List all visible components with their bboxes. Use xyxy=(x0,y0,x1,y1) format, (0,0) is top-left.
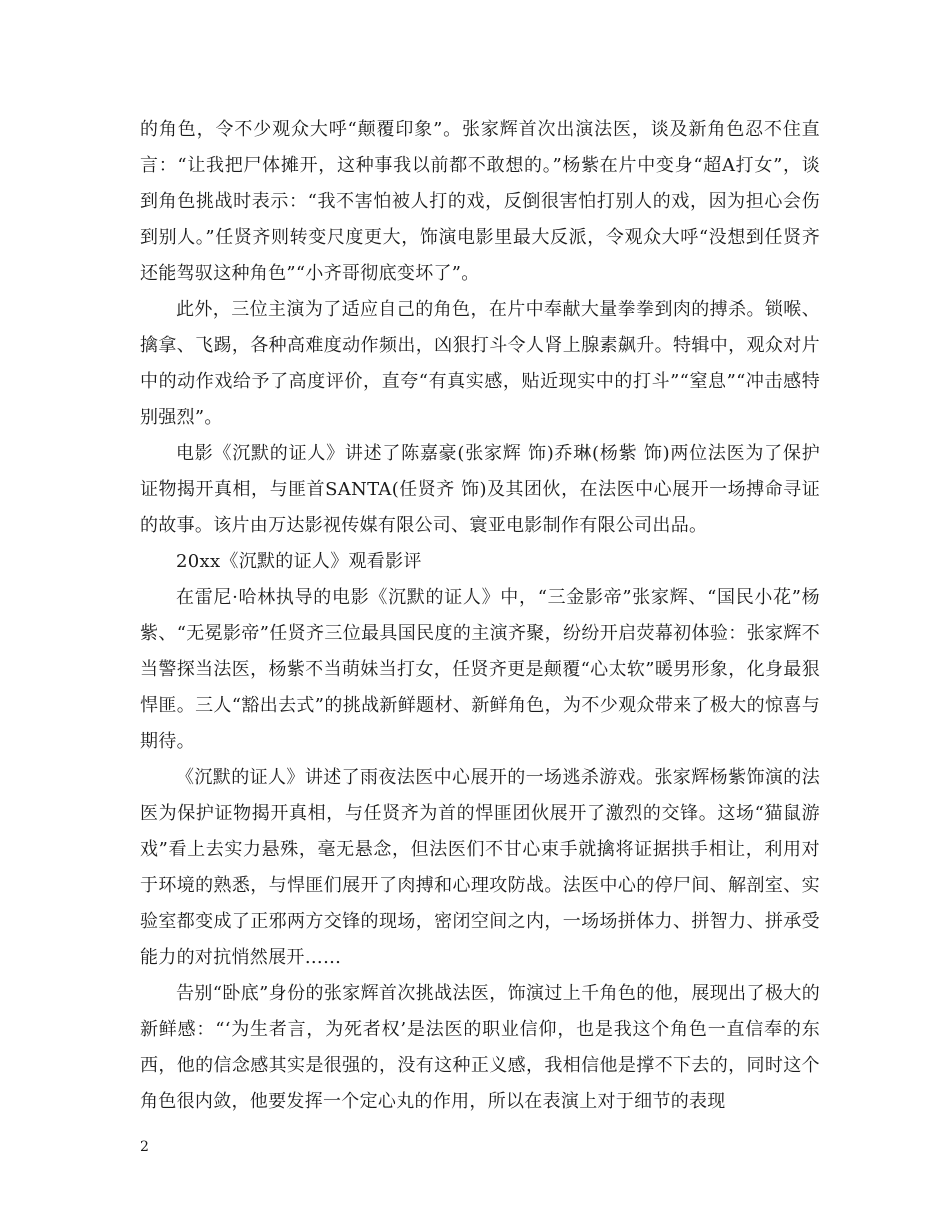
paragraph-5: 《沉默的证人》讲述了雨夜法医中心展开的一场逃杀游戏。张家辉杨紫饰演的法医为保护证物揭开真相，与任贤齐为首的悍匪团伙展开了激烈的交锋。这场“猫鼠游戏”看上去实力悬殊，毫无悬念，但法医们不甘心束手就擒将证据拱手相让，利用对于环境的熟悉，与悍匪们展开了肉搏和心理攻防战。法医中心的停尸间、解剖室、实验室都变成了正邪两方交锋的现场，密闭空间之内，一场场拼体力、拼智力、拼承受能力的对抗悄然展开…… xyxy=(140,767,820,968)
section-heading: 20xx《沉默的证人》观看影评 xyxy=(176,551,422,572)
page-number: 2 xyxy=(140,1139,149,1155)
paragraph-4: 在雷尼·哈林执导的电影《沉默的证人》中，“三金影帝”张家辉、“国民小花”杨紫、“无冕影帝”任贤齐三位最具国民度的主演齐聚，纷纷开启荧幕初体验：张家辉不当警探当法医，杨紫不当萌妹当打女，任贤齐更是颠覆“心太软”暖男形象，化身最狠悍匪。三人“豁出去式”的挑战新鲜题材、新鲜角色，为不少观众带来了极大的惊喜与期待。 xyxy=(140,587,820,752)
document-body xyxy=(140,112,820,1120)
paragraph-1: 的角色，令不少观众大呼“颠覆印象”。张家辉首次出演法医，谈及新角色忍不住直言：“让我把尸体摊开，这种事我以前都不敢想的。”杨紫在片中变身“超A打女”，谈到角色挑战时表示：“我不害怕被人打的戏，反倒很害怕打别人的戏，因为担心会伤到别人。”任贤齐则转变尺度更大，饰演电影里最大反派，令观众大呼“没想到任贤齐还能驾驭这种角色”“小齐哥彻底变坏了”。 xyxy=(140,119,820,284)
paragraph-2: 此外，三位主演为了适应自己的角色，在片中奉献大量拳拳到肉的搏杀。锁喉、擒拿、飞踢，各种高难度动作频出，凶狠打斗令人肾上腺素飙升。特辑中，观众对片中的动作戏给予了高度评价，直夸“有真实感，贴近现实中的打斗”“窒息”“冲击感特别强烈”。 xyxy=(140,299,820,428)
paragraph-3: 电影《沉默的证人》讲述了陈嘉豪(张家辉 饰)乔琳(杨紫 饰)两位法医为了保护证物揭开真相，与匪首SANTA(任贤齐 饰)及其团伙，在法医中心展开一场搏命寻证的故事。该片由万达影视传媒有限公司、寰亚电影制作有限公司出品。 xyxy=(140,443,820,536)
paragraph-6: 告别“卧底”身份的张家辉首次挑战法医，饰演过上千角色的他，展现出了极大的新鲜感：“‘为生者言，为死者权’是法医的职业信仰，也是我这个角色一直信奉的东西，他的信念感其实是很强的，没有这种正义感，我相信他是撑不下去的，同时这个角色很内敛，他要发挥一个定心丸的作用，所以在表演上对于细节的表现 xyxy=(140,983,820,1112)
